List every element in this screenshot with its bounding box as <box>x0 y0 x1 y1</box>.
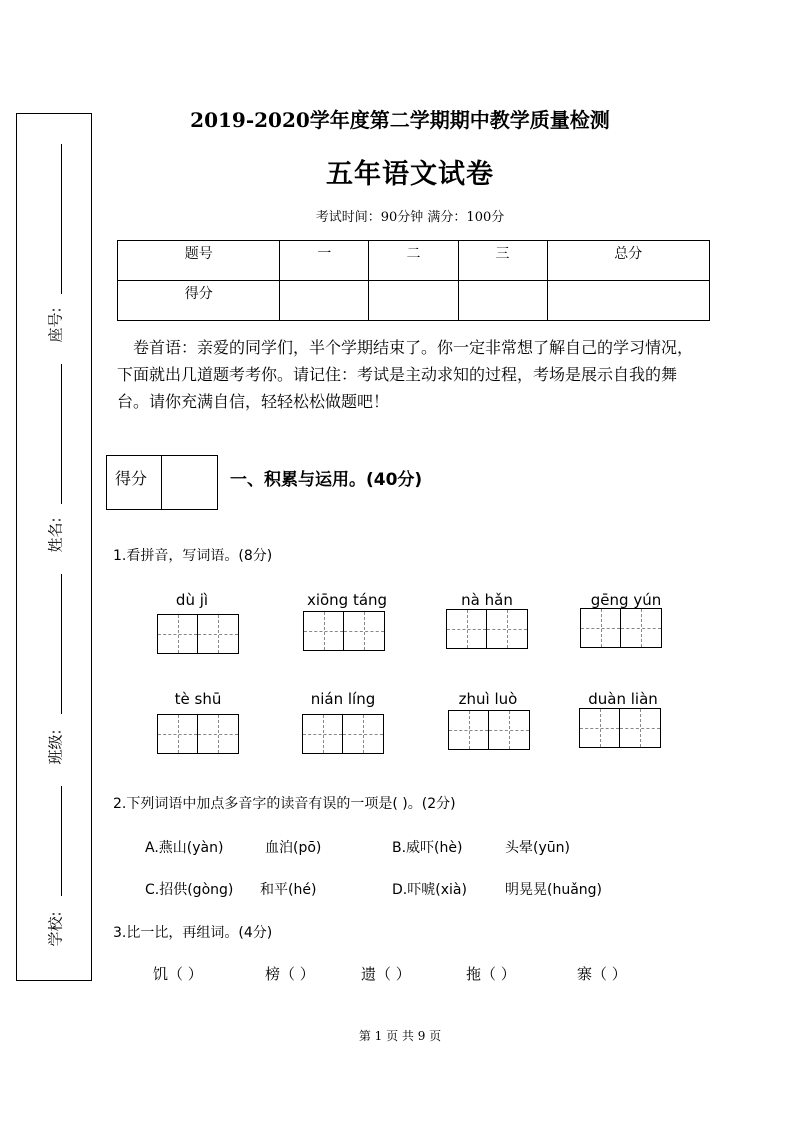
compare-item: 遗（ ） <box>361 965 411 983</box>
exam-info: 考试时间：90分钟 满分：100分 <box>315 210 505 225</box>
pinyin-label: gēng yún <box>590 591 662 609</box>
writing-grid[interactable] <box>580 608 662 648</box>
score-cell[interactable] <box>369 281 458 321</box>
score-table-header: 总分 <box>547 241 709 281</box>
compare-item: 榜（ ） <box>265 965 315 983</box>
section-title: 一、积累与运用。(40分) <box>230 470 423 490</box>
option-d-word: 明晃晃(huǎng) <box>505 882 603 898</box>
class-label: 班级: <box>46 729 65 765</box>
option-d: D.吓唬(xià) <box>392 882 467 898</box>
seat-line <box>61 144 62 294</box>
binding-strip <box>16 113 92 981</box>
compare-item: 饥（ ） <box>153 965 203 983</box>
writing-grid[interactable] <box>302 714 384 754</box>
score-cell[interactable] <box>547 281 709 321</box>
compare-item: 拖（ ） <box>466 965 516 983</box>
score-cell[interactable] <box>458 281 547 321</box>
option-b: B.威吓(hè) <box>392 840 463 856</box>
score-table <box>117 240 710 321</box>
school-line <box>61 786 62 896</box>
option-b-word: 头晕(yūn) <box>505 840 570 856</box>
section-score-box <box>106 455 218 510</box>
pinyin-label: tè shū <box>174 690 222 708</box>
question-2: 2.下列词语中加点多音字的读音有误的一项是( )。(2分) <box>113 796 456 812</box>
score-table-header: 一 <box>280 241 369 281</box>
section-score-label: 得分 <box>107 456 162 509</box>
question-3: 3.比一比，再组词。(4分) <box>113 925 273 941</box>
pinyin-label: duàn liàn <box>588 690 658 708</box>
name-label: 姓名: <box>46 517 65 553</box>
exam-title: 2019-2020学年度第二学期期中教学质量检测 <box>190 108 610 132</box>
writing-grid[interactable] <box>448 710 530 750</box>
subject-title: 五年语文试卷 <box>326 159 494 190</box>
pinyin-label: nián líng <box>310 690 376 708</box>
option-c: C.招供(gòng) <box>145 882 234 898</box>
writing-grid[interactable] <box>157 614 239 654</box>
option-a: A.燕山(yàn) <box>145 840 224 856</box>
option-c-word: 和平(hé) <box>260 882 317 898</box>
writing-grid[interactable] <box>446 609 528 649</box>
school-label: 学校: <box>46 911 65 947</box>
score-table-header-row <box>118 241 710 281</box>
score-table-header: 二 <box>369 241 458 281</box>
question-1: 1.看拼音，写词语。(8分) <box>113 548 273 564</box>
preface-text: 卷首语：亲爱的同学们，半个学期结束了。你一定非常想了解自己的学习情况，下面就出几道题考考你。请记住：考试是主动求知的过程，考场是展示自我的舞台。请你充满自信，轻轻松松做题吧！ <box>117 338 694 411</box>
writing-grid[interactable] <box>157 714 239 754</box>
writing-grid[interactable] <box>579 708 661 748</box>
score-table-header: 三 <box>458 241 547 281</box>
option-a-word: 血泊(pō) <box>265 840 322 856</box>
compare-item: 寨（ ） <box>577 965 627 983</box>
score-row-label: 得分 <box>118 281 280 321</box>
page-footer: 第 1 页 共 9 页 <box>358 1029 442 1043</box>
score-cell[interactable] <box>280 281 369 321</box>
pinyin-label: nà hǎn <box>461 591 513 609</box>
pinyin-label: zhuì luò <box>458 690 518 708</box>
score-table-header: 题号 <box>118 241 280 281</box>
pinyin-label: xiōng táng <box>306 591 388 609</box>
name-line <box>61 364 62 504</box>
class-line <box>61 574 62 714</box>
seat-label: 座号: <box>46 307 65 343</box>
writing-grid[interactable] <box>303 611 385 651</box>
pinyin-label: dù jì <box>175 591 209 609</box>
score-table-score-row <box>118 281 710 321</box>
